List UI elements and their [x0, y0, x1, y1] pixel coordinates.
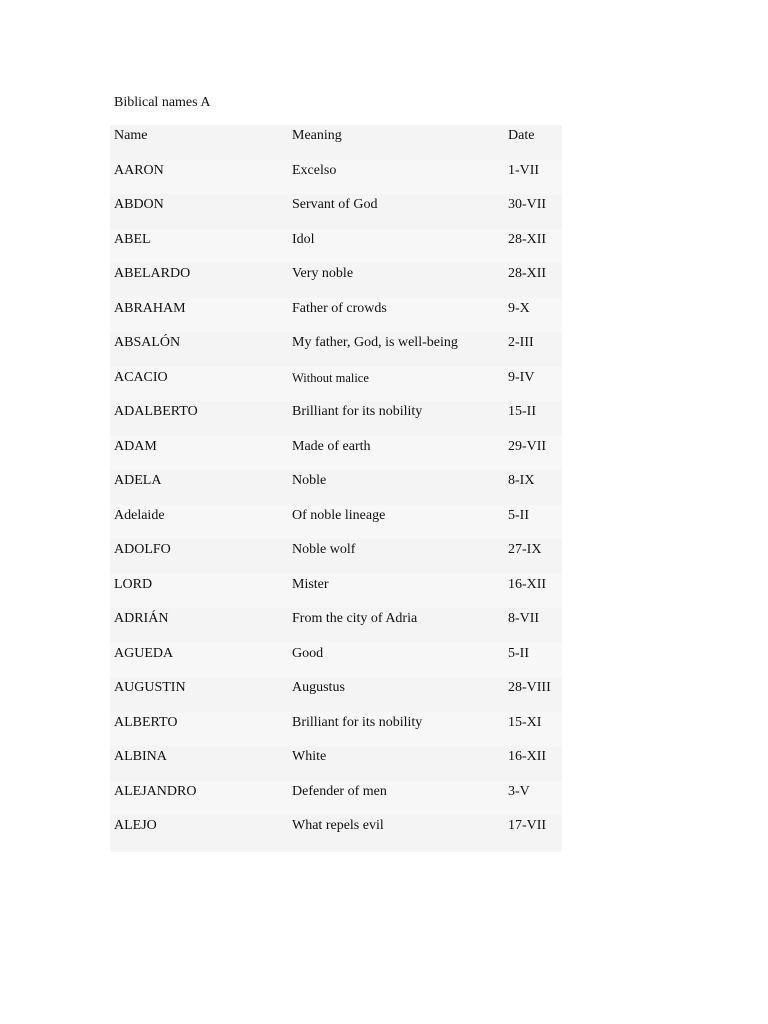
header-name: Name	[114, 128, 148, 143]
date-cell: 8-IX	[508, 473, 535, 488]
name-cell: ABDON	[114, 197, 164, 212]
meaning-cell: What repels evil	[292, 818, 384, 833]
table-row	[110, 677, 562, 712]
name-cell: ABSALÓN	[114, 335, 181, 350]
meaning-cell: Good	[292, 645, 324, 661]
table-row	[110, 367, 562, 402]
table-row	[110, 263, 562, 298]
date-cell: 2-III	[508, 335, 534, 350]
table-row	[110, 229, 562, 264]
meaning-cell: Idol	[292, 231, 315, 247]
meaning-cell: Noble wolf	[292, 542, 356, 557]
meaning-cell: Mister	[292, 576, 329, 592]
meaning-cell: From the city of Adria	[292, 611, 418, 626]
meaning-cell: Defender of men	[292, 783, 387, 799]
meaning-cell: Augustus	[292, 680, 345, 695]
name-cell: ADOLFO	[114, 542, 171, 557]
table-row	[110, 298, 562, 333]
date-cell: 1-VII	[508, 162, 540, 178]
meaning-cell: Excelso	[292, 162, 337, 178]
date-cell: 28-XII	[508, 266, 547, 281]
name-cell: AGUEDA	[114, 645, 174, 661]
date-cell: 27-IX	[508, 542, 542, 557]
meaning-cell: Very noble	[292, 266, 354, 281]
meaning-cell: White	[292, 749, 327, 764]
name-cell: ADRIÁN	[114, 611, 169, 626]
date-cell: 9-IV	[508, 369, 535, 385]
table-row	[110, 815, 562, 850]
date-cell: 28-VIII	[508, 680, 551, 695]
name-cell: ADALBERTO	[114, 404, 198, 419]
date-cell: 15-XI	[508, 714, 542, 730]
name-cell: ALBERTO	[114, 714, 178, 730]
name-cell: ALEJO	[114, 818, 157, 833]
meaning-cell: Brilliant for its nobility	[292, 404, 423, 419]
table-row	[110, 194, 562, 229]
header-date: Date	[508, 128, 535, 143]
date-cell: 29-VII	[508, 438, 547, 454]
name-cell: ADELA	[114, 473, 162, 488]
meaning-cell: Noble	[292, 473, 327, 488]
name-cell: AARON	[114, 162, 164, 178]
date-cell: 28-XII	[508, 231, 547, 247]
table-row	[110, 608, 562, 643]
meaning-cell: Made of earth	[292, 438, 371, 454]
table-row	[110, 643, 562, 678]
date-cell: 30-VII	[508, 197, 547, 212]
date-cell: 5-II	[508, 645, 529, 661]
name-cell: ABELARDO	[114, 266, 191, 281]
date-cell: 15-II	[508, 404, 536, 419]
meaning-cell: Without malice	[292, 370, 369, 385]
meaning-cell: Of noble lineage	[292, 507, 386, 523]
table-header-row	[110, 125, 562, 160]
table-row	[110, 332, 562, 367]
date-cell: 8-VII	[508, 611, 540, 626]
name-cell: Adelaide	[114, 507, 165, 523]
name-cell: ALBINA	[114, 749, 167, 764]
name-cell: ADAM	[114, 438, 157, 454]
name-cell: ABRAHAM	[114, 300, 186, 316]
header-meaning: Meaning	[292, 128, 342, 143]
table-row	[110, 505, 562, 540]
meaning-cell: Brilliant for its nobility	[292, 714, 423, 730]
name-cell: ABEL	[114, 231, 151, 247]
meaning-cell: My father, God, is well-being	[292, 335, 458, 350]
table-row	[110, 712, 562, 747]
date-cell: 16-XII	[508, 576, 547, 592]
table-row	[110, 436, 562, 471]
table-row	[110, 539, 562, 574]
table-row	[110, 746, 562, 781]
document-title: Biblical names A	[114, 95, 211, 110]
name-cell: ALEJANDRO	[114, 783, 197, 799]
date-cell: 9-X	[508, 300, 530, 316]
meaning-cell: Servant of God	[292, 197, 378, 212]
date-cell: 16-XII	[508, 749, 547, 764]
name-cell: LORD	[114, 576, 153, 592]
date-cell: 3-V	[508, 783, 530, 799]
name-cell: AUGUSTIN	[114, 680, 186, 695]
table-row	[110, 470, 562, 505]
table-row	[110, 781, 562, 816]
meaning-cell: Father of crowds	[292, 300, 387, 316]
name-cell: ACACIO	[114, 369, 168, 385]
date-cell: 5-II	[508, 507, 529, 523]
names-table	[110, 125, 562, 852]
table-row	[110, 574, 562, 609]
table-row	[110, 160, 562, 195]
table-row	[110, 401, 562, 436]
date-cell: 17-VII	[508, 818, 547, 833]
